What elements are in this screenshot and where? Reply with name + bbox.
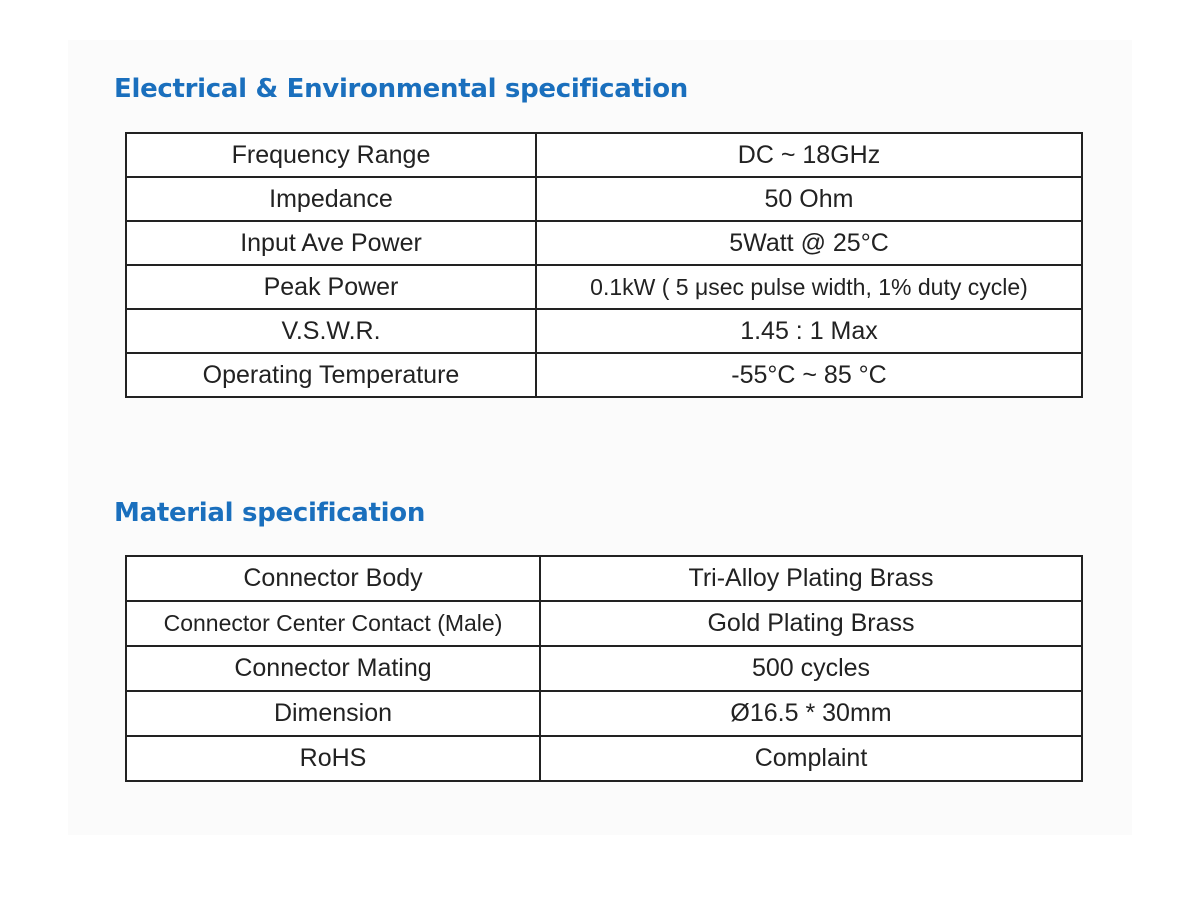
spec-value: 500 cycles	[540, 646, 1082, 691]
table-row	[126, 691, 1082, 736]
spec-label: V.S.W.R.	[126, 309, 536, 353]
table-row	[126, 646, 1082, 691]
spec-value: 50 Ohm	[536, 177, 1082, 221]
spec-value: Gold Plating Brass	[540, 601, 1082, 646]
spec-value: -55°C ~ 85 °C	[536, 353, 1082, 397]
table-row	[126, 221, 1082, 265]
table-row	[126, 601, 1082, 646]
spec-label: Connector Body	[126, 556, 540, 601]
table-row	[126, 265, 1082, 309]
material-spec-table	[125, 555, 1083, 782]
spec-value: Complaint	[540, 736, 1082, 781]
spec-label: Connector Mating	[126, 646, 540, 691]
electrical-spec-table	[125, 132, 1083, 398]
spec-value: 1.45 : 1 Max	[536, 309, 1082, 353]
spec-label: RoHS	[126, 736, 540, 781]
spec-label: Input Ave Power	[126, 221, 536, 265]
spec-value: 0.1kW ( 5 μsec pulse width, 1% duty cycle)	[536, 265, 1082, 309]
spec-label: Operating Temperature	[126, 353, 536, 397]
spec-value: Tri-Alloy Plating Brass	[540, 556, 1082, 601]
spec-label: Peak Power	[126, 265, 536, 309]
table-row	[126, 177, 1082, 221]
spec-label: Frequency Range	[126, 133, 536, 177]
table-row	[126, 309, 1082, 353]
table-row	[126, 133, 1082, 177]
spec-label: Impedance	[126, 177, 536, 221]
table-row	[126, 736, 1082, 781]
table-row	[126, 556, 1082, 601]
spec-label: Connector Center Contact (Male)	[126, 601, 540, 646]
spec-value: Ø16.5 * 30mm	[540, 691, 1082, 736]
table-row	[126, 353, 1082, 397]
material-spec-heading: Material specification	[114, 498, 426, 528]
spec-label: Dimension	[126, 691, 540, 736]
spec-value: DC ~ 18GHz	[536, 133, 1082, 177]
spec-value: 5Watt @ 25°C	[536, 221, 1082, 265]
electrical-spec-heading: Electrical & Environmental specification	[114, 74, 688, 104]
